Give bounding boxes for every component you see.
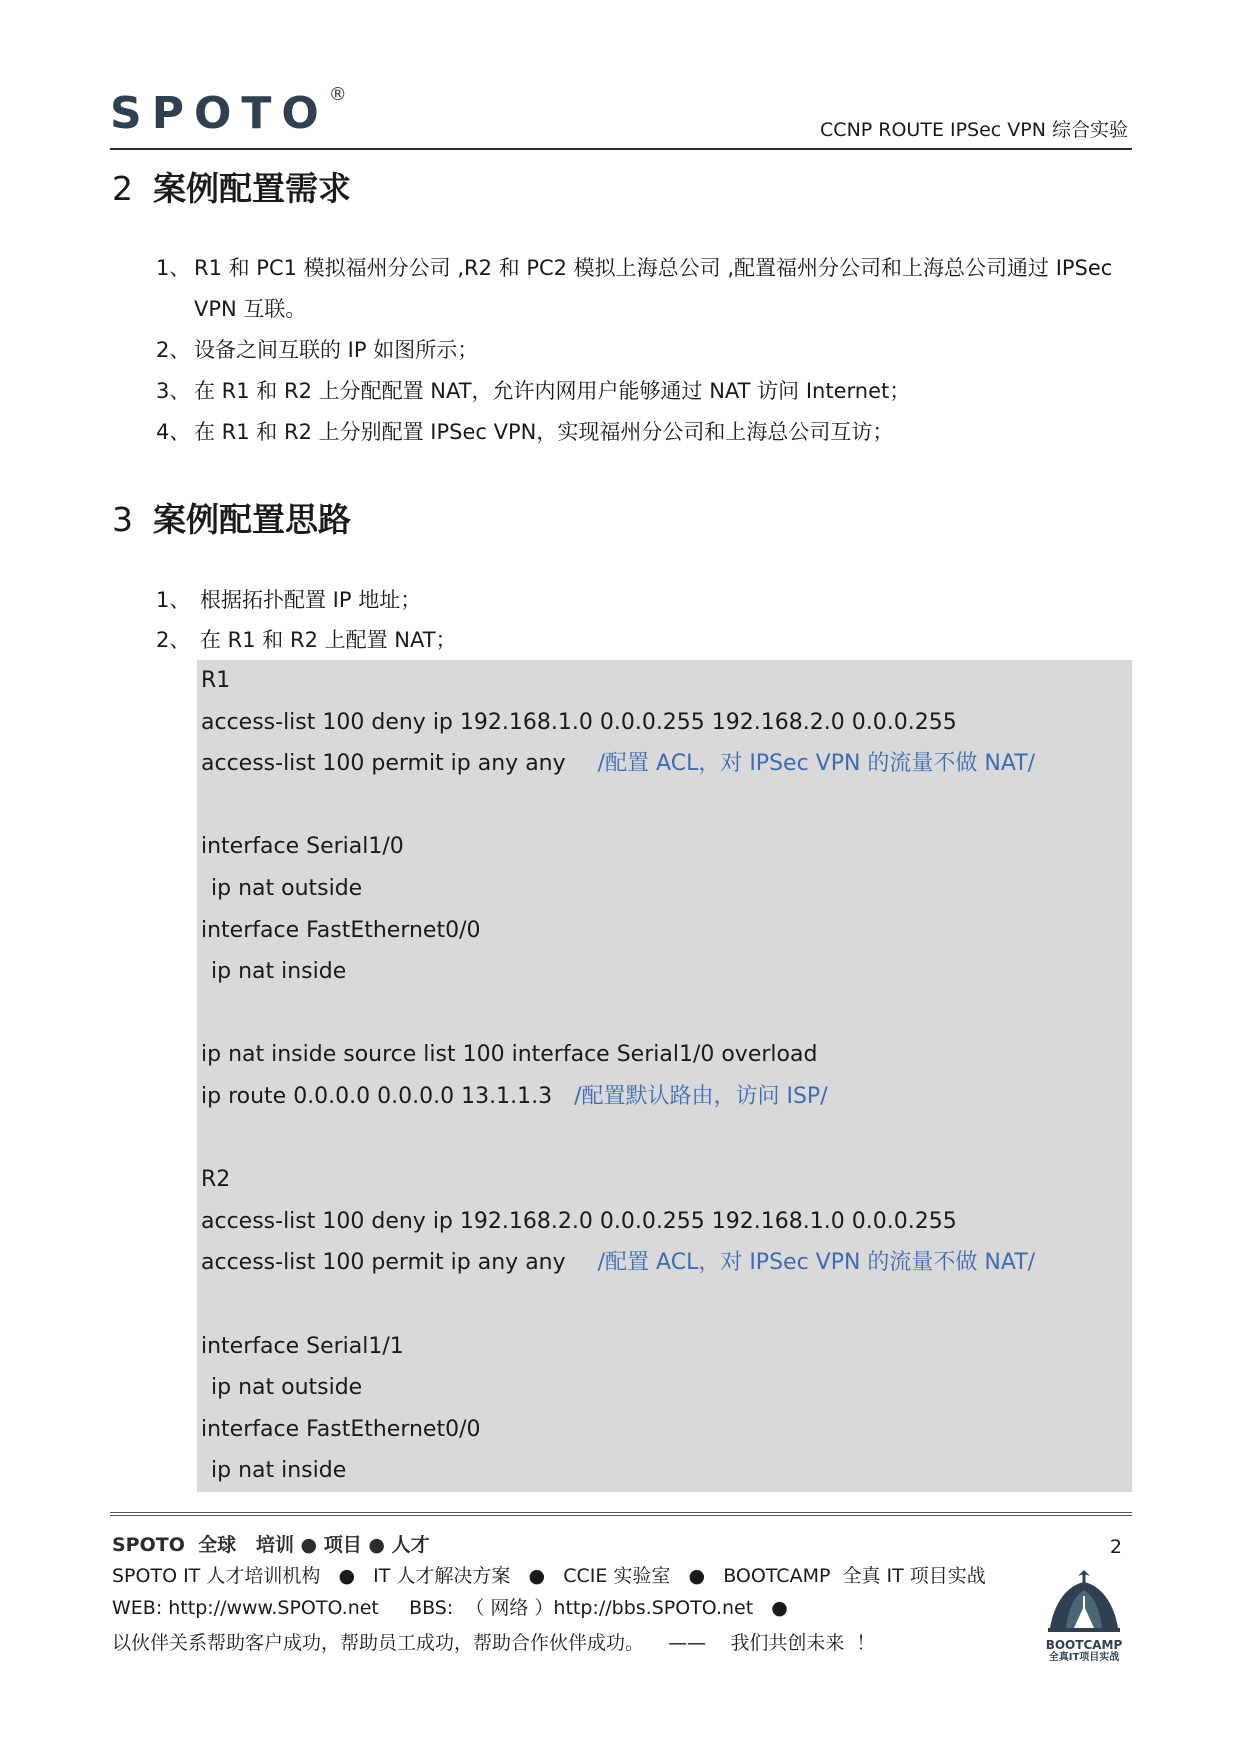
list-item: 3、 在 R1 和 R2 上分配配置 NAT，允许内网用户能够通过 NAT 访问 Internet；	[156, 379, 911, 403]
footer-services: SPOTO IT 人才培训机构 ● IT 人才解决方案 ● CCIE 实验室 ● BOOTCAMP 全真 IT 项目实战	[112, 1565, 986, 1587]
code-line: access-list 100 permit ip any any /配置 ACL，对 IPSec VPN 的流量不做 NAT/	[201, 751, 1036, 777]
code-line	[201, 785, 1132, 827]
code-line	[201, 993, 1132, 1035]
doc-title: CCNP ROUTE IPSec VPN 综合实验	[820, 119, 1128, 141]
page-header	[110, 84, 1132, 150]
code-line: interface FastEthernet0/0	[201, 1416, 481, 1442]
code-comment: /配置 ACL，对 IPSec VPN 的流量不做 NAT/	[597, 1250, 1036, 1276]
code-line: R2	[201, 1167, 231, 1193]
footer-links: WEB: http://www.SPOTO.net BBS: （ 网络 ）http://bbs.SPOTO.net ●	[112, 1597, 788, 1619]
code-line: ip nat outside	[211, 875, 363, 901]
code-line: interface Serial1/0	[201, 834, 404, 860]
footer-motto: 以伙伴关系帮助客户成功，帮助员工成功，帮助合作伙伴成功。 —— 我们共创未来 ！	[112, 1632, 876, 1654]
spoto-logo: SPOTO®	[110, 84, 347, 139]
page-footer	[110, 1512, 1132, 1663]
code-line: ip nat inside source list 100 interface Serial1/0 overload	[201, 1042, 818, 1068]
code-line: R1	[201, 668, 231, 693]
bootcamp-tent-icon	[1044, 1566, 1124, 1638]
code-line	[201, 1284, 1132, 1326]
requirements-list	[156, 248, 1136, 453]
code-line: interface FastEthernet0/0	[201, 917, 481, 943]
code-line: access-list 100 deny ip 192.168.1.0 0.0.0.255 192.168.2.0 0.0.0.255	[201, 709, 957, 735]
config-code-block	[197, 660, 1132, 1492]
section-3-heading: 3 案例配置思路	[112, 500, 351, 539]
approach-list	[156, 580, 1136, 660]
page-number: 2	[1109, 1536, 1122, 1558]
list-item: 1、 根据拓扑配置 IP 地址；	[156, 588, 422, 612]
list-item: 2、 设备之间互联的 IP 如图所示；	[156, 338, 479, 362]
code-line: ip nat outside	[211, 1375, 363, 1401]
code-line: access-list 100 deny ip 192.168.2.0 0.0.0.255 192.168.1.0 0.0.0.255	[201, 1208, 957, 1234]
list-item: 4、 在 R1 和 R2 上分别配置 IPSec VPN，实现福州分公司和上海总公司互访；	[156, 420, 894, 444]
code-line: ip nat inside	[211, 1458, 347, 1484]
code-line: interface Serial1/1	[201, 1333, 404, 1359]
code-line: ip route 0.0.0.0 0.0.0.0 13.1.1.3 /配置默认路由，访问 ISP/	[201, 1083, 828, 1109]
code-line: ip nat inside	[211, 959, 347, 985]
code-comment: /配置 ACL，对 IPSec VPN 的流量不做 NAT/	[597, 751, 1036, 777]
list-item: 1、 R1 和 PC1 模拟福州分公司 ,R2 和 PC2 模拟上海总公司 ,配置福州分公司和上海总公司通过 IPSec VPN 互联。	[156, 256, 1113, 321]
code-line	[201, 1118, 1132, 1160]
footer-slogan: SPOTO 全球 培训 ● 项目 ● 人才	[112, 1534, 430, 1556]
bootcamp-logo: BOOTCAMP 全真IT项目实战	[1036, 1566, 1132, 1674]
list-item: 2、 在 R1 和 R2 上配置 NAT；	[156, 628, 457, 652]
section-2-heading: 2 案例配置需求	[112, 169, 351, 208]
code-comment: /配置默认路由，访问 ISP/	[574, 1083, 828, 1109]
code-line: access-list 100 permit ip any any /配置 ACL，对 IPSec VPN 的流量不做 NAT/	[201, 1250, 1036, 1276]
